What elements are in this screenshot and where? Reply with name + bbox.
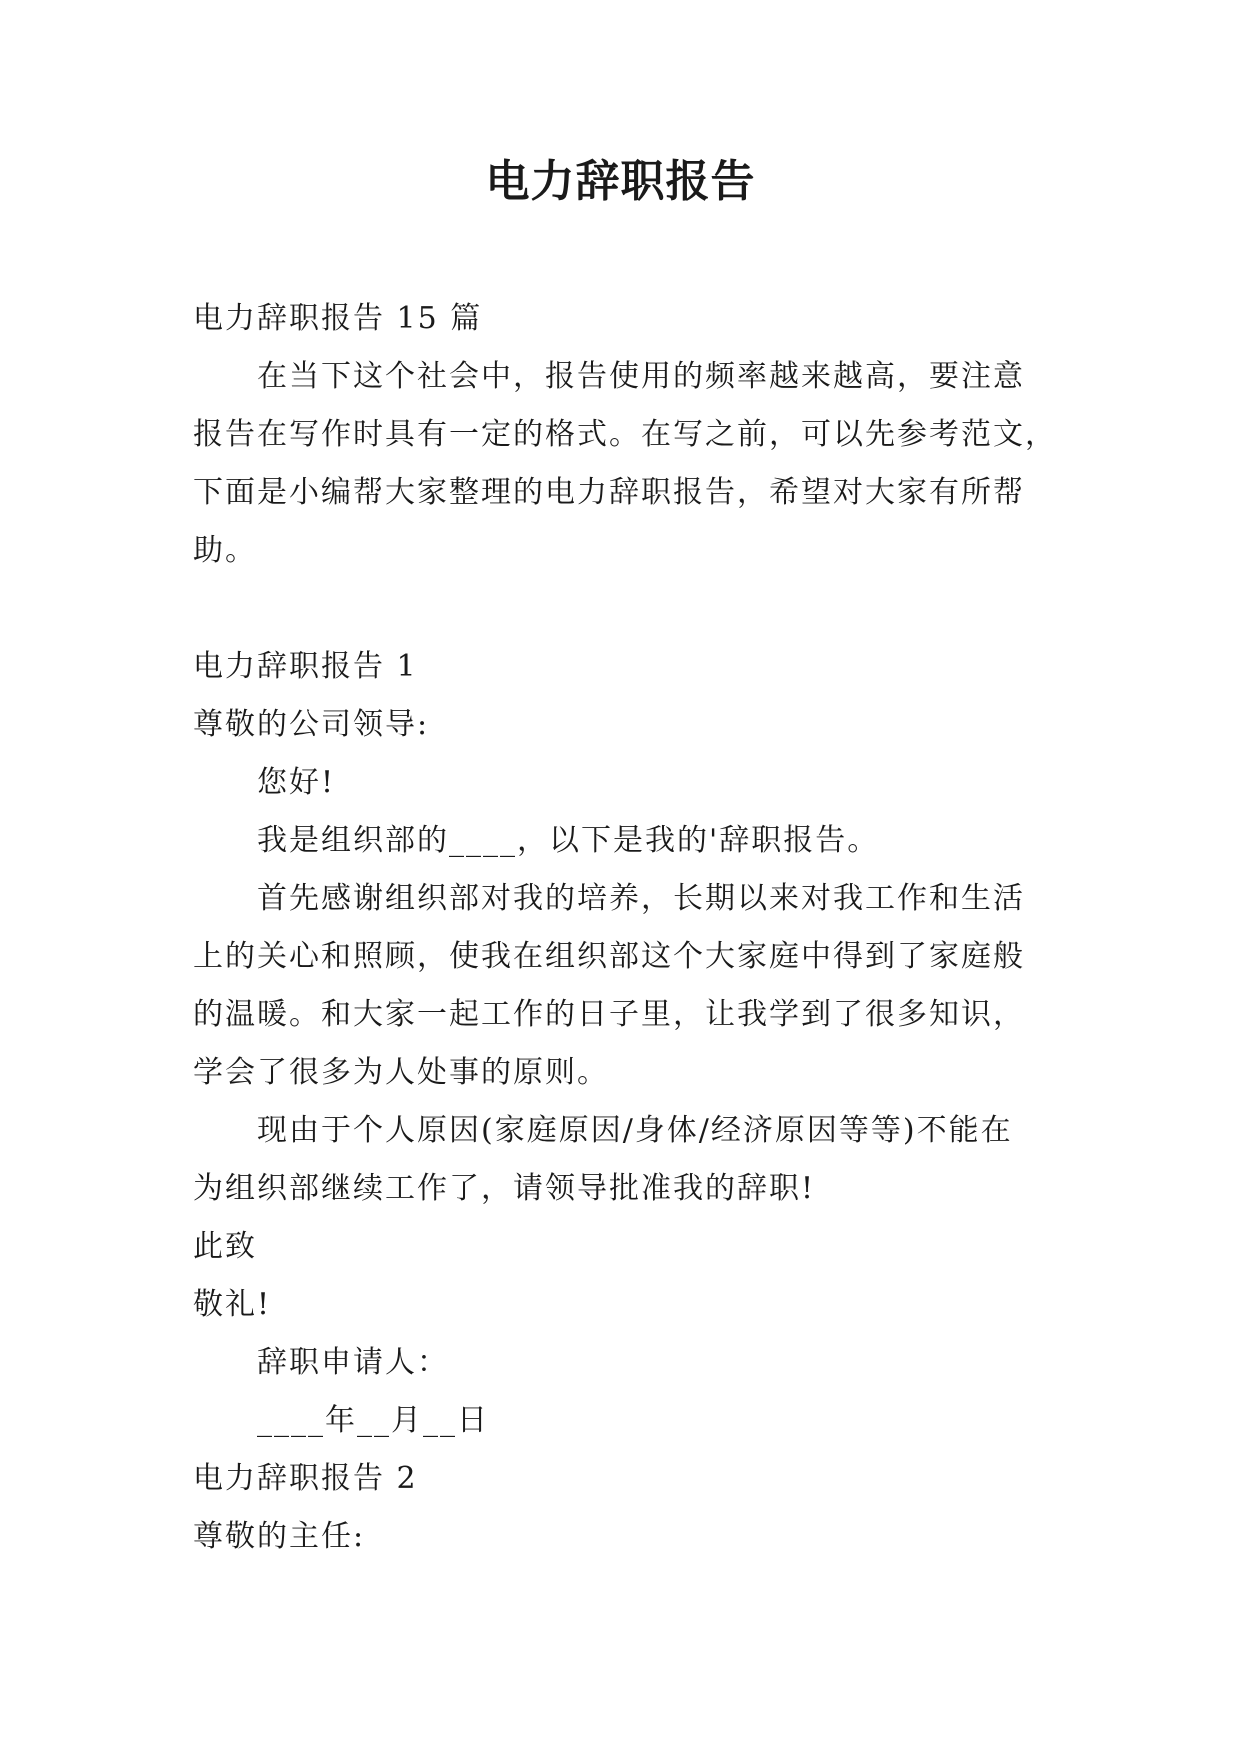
- report2-heading: 电力辞职报告 2: [193, 1461, 418, 1496]
- section-spacer: [193, 580, 1063, 638]
- document-body: [193, 290, 1063, 1566]
- report1-salutation: 尊敬的公司领导:: [193, 707, 430, 742]
- intro-line-2: 报告在写作时具有一定的格式。在写之前，可以先参考范文，: [193, 417, 1057, 452]
- report1-para1-line-3: 的温暖。和大家一起工作的日子里，让我学到了很多知识，: [193, 997, 1025, 1032]
- document-title: 电力辞职报告: [485, 156, 756, 207]
- report1-signature: 辞职申请人：: [257, 1345, 449, 1380]
- report1-date: ____年__月__日: [257, 1403, 489, 1438]
- report2-salutation: 尊敬的主任:: [193, 1519, 366, 1554]
- report1-closing-1: 此致: [193, 1229, 257, 1264]
- intro-line-3: 下面是小编帮大家整理的电力辞职报告，希望对大家有所帮: [193, 475, 1025, 510]
- report1-para1-line-4: 学会了很多为人处事的原则。: [193, 1055, 609, 1090]
- report1-closing-2: 敬礼!: [193, 1287, 272, 1322]
- report1-para1-line-1: 首先感谢组织部对我的培养，长期以来对我工作和生活: [257, 881, 1025, 916]
- intro-line-1: 在当下这个社会中，报告使用的频率越来越高，要注意: [257, 359, 1025, 394]
- report1-para2-line-1: 现由于个人原因(家庭原因/身体/经济原因等等)不能在: [257, 1113, 1013, 1148]
- document-subtitle: 电力辞职报告 15 篇: [193, 301, 483, 336]
- report1-heading: 电力辞职报告 1: [193, 649, 418, 684]
- report1-para2-line-2: 为组织部继续工作了，请领导批准我的辞职!: [193, 1171, 816, 1206]
- report1-greeting: 您好!: [257, 765, 336, 800]
- report1-para1-line-2: 上的关心和照顾，使我在组织部这个大家庭中得到了家庭般: [193, 939, 1025, 974]
- report1-intro: 我是组织部的____，以下是我的'辞职报告。: [257, 823, 880, 858]
- intro-line-4: 助。: [193, 533, 257, 568]
